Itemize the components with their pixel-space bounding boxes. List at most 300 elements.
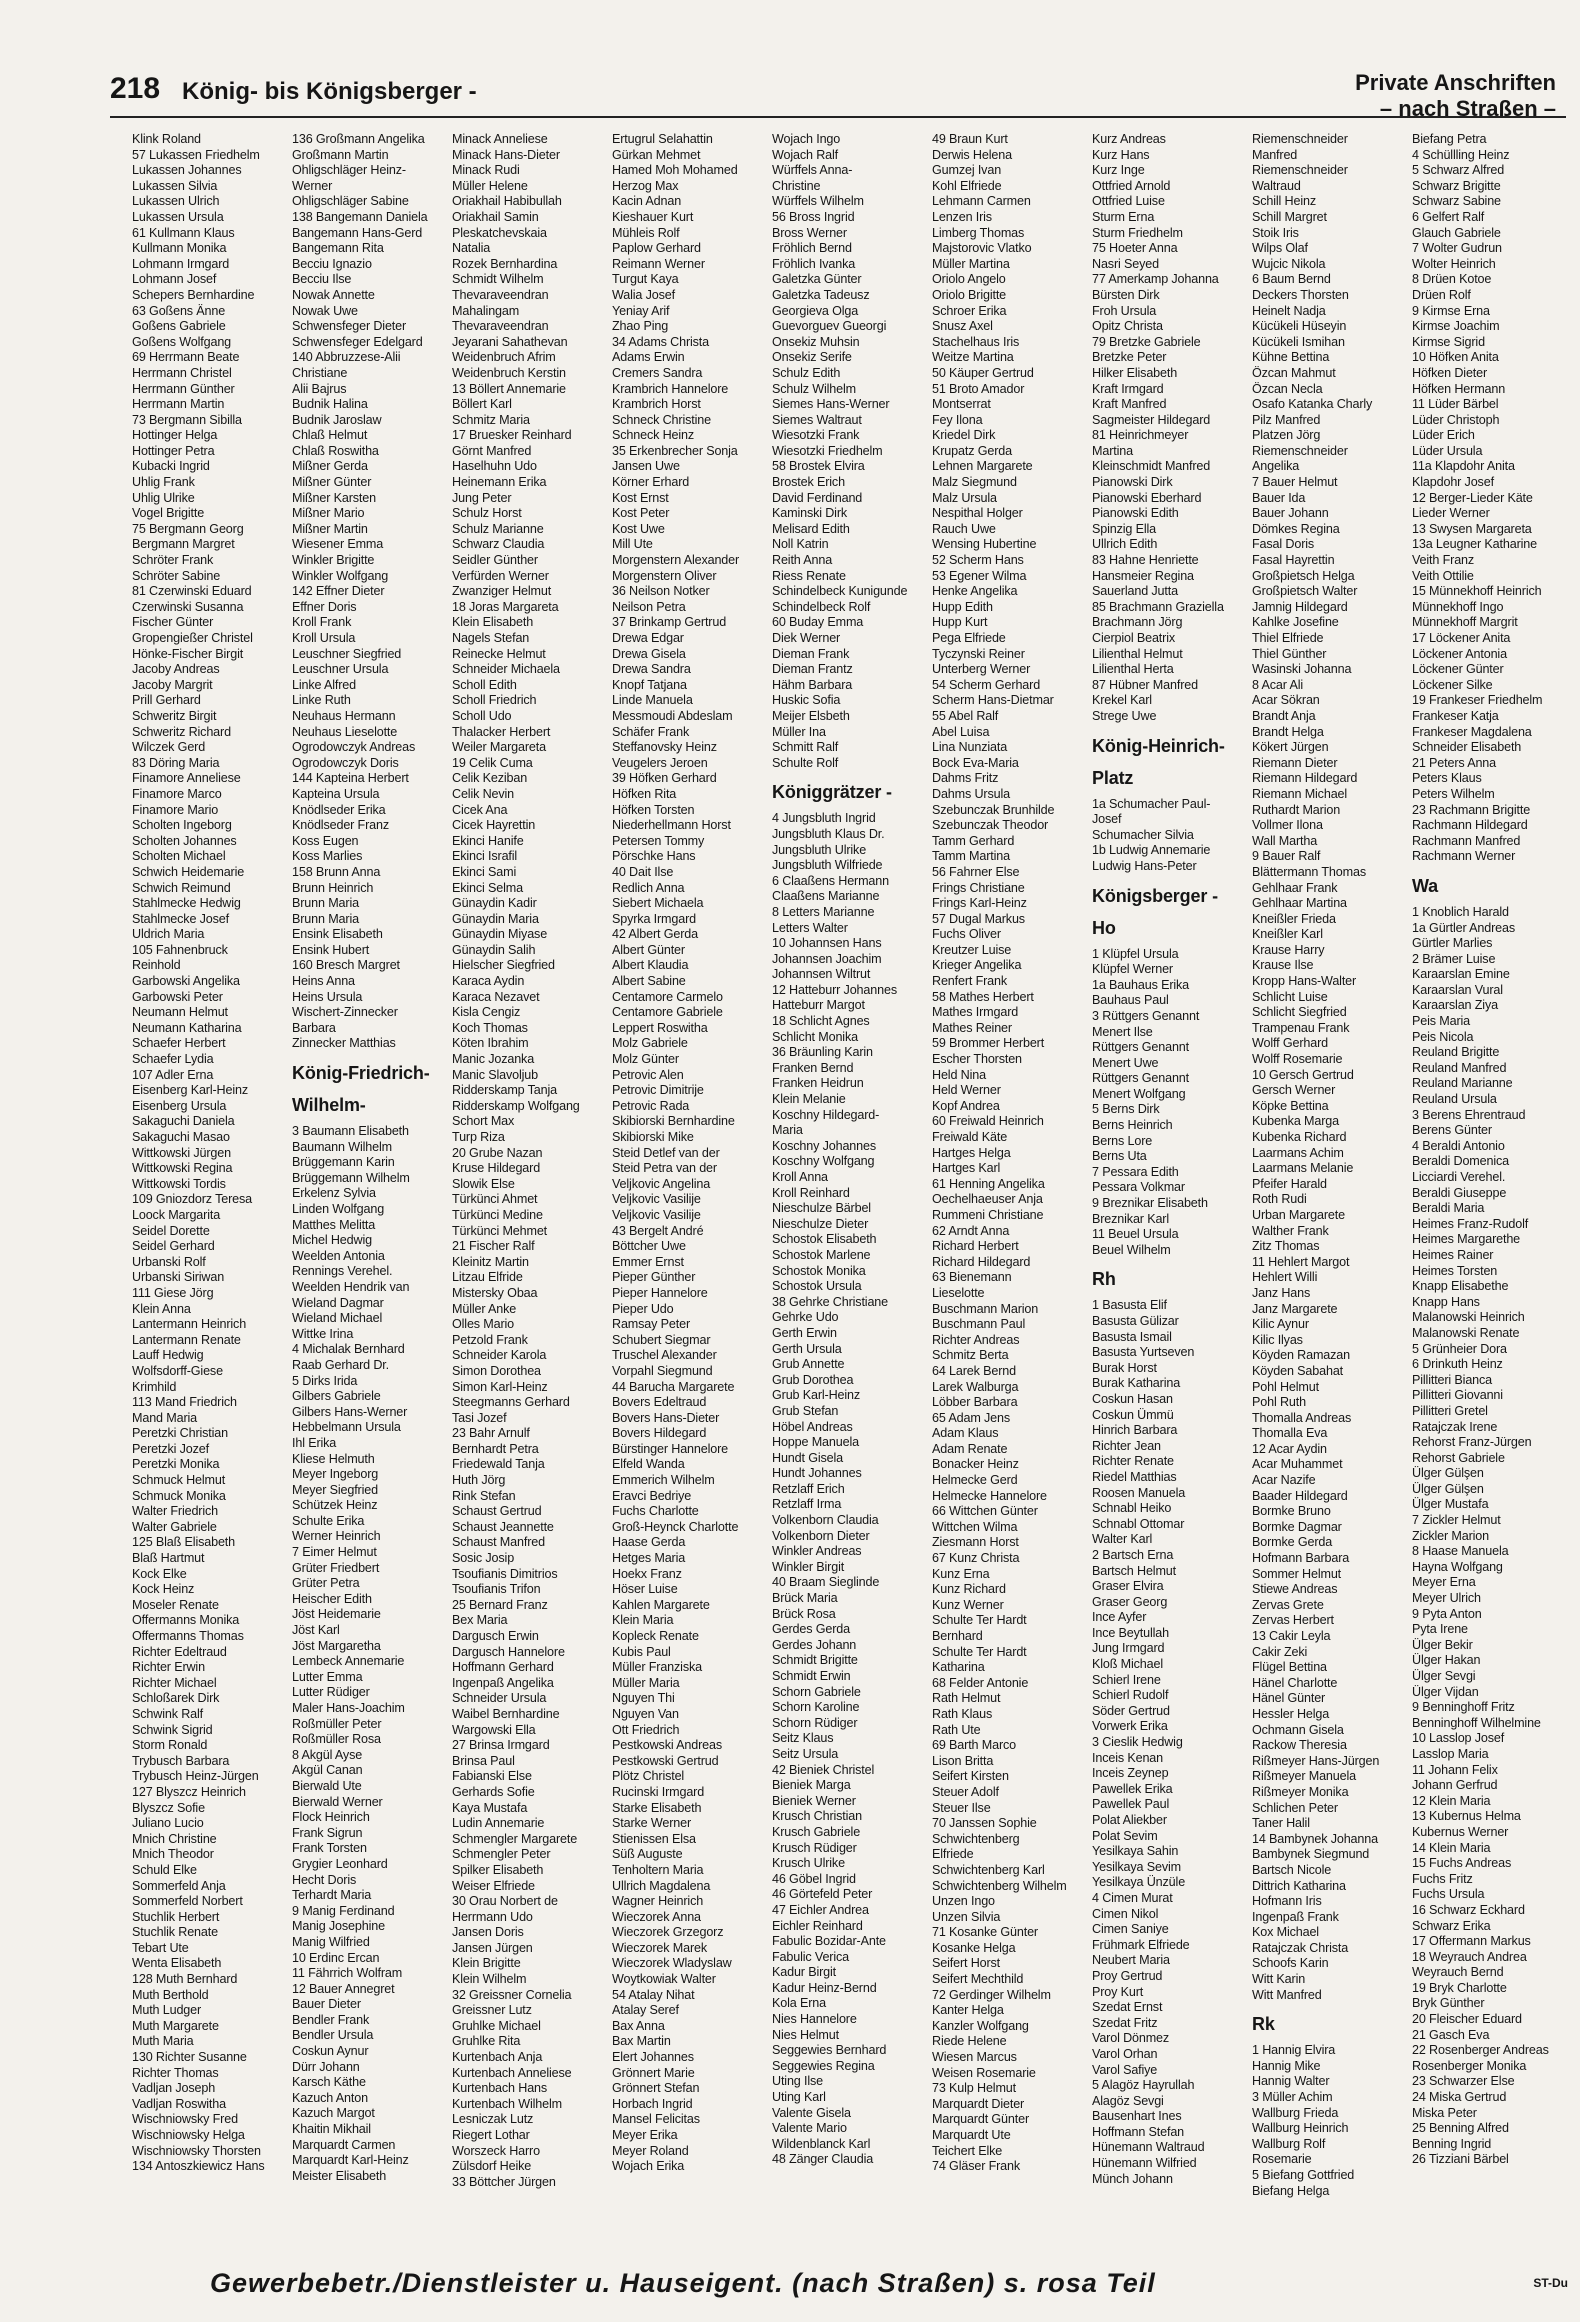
directory-entry: Klüpfel Werner <box>1092 962 1173 977</box>
directory-entry: Winkler Birgit <box>772 1559 845 1574</box>
directory-entry: 13 Swysen Margareta <box>1412 521 1532 536</box>
directory-entry: Schulte Erika <box>292 1513 365 1528</box>
street-heading: Rk <box>1252 2014 1275 2035</box>
directory-entry: Wolff Rosemarie <box>1252 1052 1343 1067</box>
directory-entry: Ekinci Sami <box>452 864 517 879</box>
directory-entry: Schlichen Peter <box>1252 1800 1338 1815</box>
directory-entry: Lutter Rüdiger <box>292 1685 370 1700</box>
directory-entry: Krusch Rüdiger <box>772 1840 857 1855</box>
directory-entry: Steuer Ilse <box>932 1800 991 1815</box>
directory-entry: 130 Richter Susanne <box>132 2050 247 2065</box>
directory-entry: Bovers Edeltraud <box>612 1395 707 1410</box>
directory-entry: Manfred <box>1252 147 1298 162</box>
directory-entry: Wujcic Nikola <box>1252 256 1326 271</box>
directory-entry: Wischniowsky Fred <box>132 2112 238 2127</box>
directory-entry: Waibel Bernhardine <box>452 1706 560 1721</box>
directory-entry: Krekel Karl <box>1092 693 1152 708</box>
directory-entry: Schaefer Herbert <box>132 1036 226 1051</box>
directory-entry: Schneck Christine <box>612 412 711 427</box>
directory-entry: Klein Brigitte <box>452 1956 521 1971</box>
directory-entry: Schneider Karola <box>452 1348 547 1363</box>
directory-entry: Walther Frank <box>1252 1223 1329 1238</box>
directory-entry: Ülger Hakan <box>1412 1653 1481 1668</box>
directory-entry: 63 Bienemann <box>932 1270 1012 1285</box>
directory-entry: Richard Hildegard <box>932 1254 1031 1269</box>
directory-entry: Haase Gerda <box>612 1535 686 1550</box>
directory-entry: Froh Ursula <box>1092 303 1157 318</box>
directory-entry: Mißner Karsten <box>292 490 376 505</box>
directory-entry: Mansel Felicitas <box>612 2112 700 2127</box>
directory-entry: Bierwald Ute <box>292 1778 362 1793</box>
directory-entry: Kost Peter <box>612 506 670 521</box>
directory-entry: Kurz Inge <box>1092 163 1145 178</box>
directory-entry: Stiewe Andreas <box>1252 1582 1338 1597</box>
street-heading: Königgrätzer - <box>772 782 892 803</box>
directory-entry: 107 Adler Erna <box>132 1067 214 1082</box>
directory-entry: Ratajczak Irene <box>1412 1419 1498 1434</box>
directory-entry: Fabianski Else <box>452 1769 532 1784</box>
directory-entry: Müller Martina <box>932 256 1010 271</box>
directory-entry: 18 Schlicht Agnes <box>772 1014 870 1029</box>
directory-entry: Uting Ilse <box>772 2074 823 2089</box>
directory-entry: 7 Bauer Helmut <box>1252 475 1338 490</box>
directory-entry: Schuld Elke <box>132 1862 197 1877</box>
directory-entry: Sturm Erna <box>1092 209 1155 224</box>
directory-entry: Messmoudi Abdeslam <box>612 708 733 723</box>
directory-entry: Höfken Hermann <box>1412 381 1506 396</box>
directory-column <box>1092 132 1252 2252</box>
directory-entry: Truschel Alexander <box>612 1348 717 1363</box>
directory-entry: Peters Klaus <box>1412 771 1482 786</box>
directory-entry: Uting Karl <box>772 2090 826 2105</box>
directory-entry: 4 Jungsbluth Ingrid <box>772 811 876 826</box>
directory-entry: 42 Albert Gerda <box>612 927 698 942</box>
directory-entry: Terhardt Maria <box>292 1888 372 1903</box>
directory-entry: Seidler Günther <box>452 553 538 568</box>
directory-entry: Gehlhaar Martina <box>1252 896 1347 911</box>
directory-entry: Horbach Ingrid <box>612 2096 693 2111</box>
directory-entry: Johannsen Joachim <box>772 951 882 966</box>
directory-entry: Lauff Hedwig <box>132 1348 204 1363</box>
directory-entry: 38 Gehrke Christiane <box>772 1294 889 1309</box>
directory-entry: Schroer Erika <box>932 303 1007 318</box>
directory-entry: Riess Renate <box>772 568 846 583</box>
directory-entry: Dieman Frantz <box>772 662 853 677</box>
directory-entry: 1b Ludwig Annemarie <box>1092 843 1211 858</box>
directory-entry: Bauer Ida <box>1252 490 1306 505</box>
directory-entry: Manig Wilfried <box>292 1934 370 1949</box>
directory-entry: Wiesener Emma <box>292 537 384 552</box>
directory-entry: Kurtenbach Wilhelm <box>452 2096 562 2111</box>
directory-entry: Unterberg Werner <box>932 662 1031 677</box>
directory-entry: Walter Friedrich <box>132 1504 219 1519</box>
directory-entry: Hamed Moh Mohamed <box>612 163 738 178</box>
directory-entry: 140 Abbruzzese-Alii <box>292 350 401 365</box>
directory-entry: Seifert Horst <box>932 1956 1001 1971</box>
directory-entry: 11 Fährrich Wolfram <box>292 1966 403 1981</box>
directory-entry: Pawellek Paul <box>1092 1797 1170 1812</box>
directory-entry: Berns Uta <box>1092 1149 1147 1164</box>
directory-entry: Ohligschläger Sabine <box>292 194 409 209</box>
directory-entry: Turgut Kaya <box>612 272 679 287</box>
directory-entry: Gropengießer Christel <box>132 631 253 645</box>
directory-entry: Seggewies Regina <box>772 2058 875 2073</box>
header-divider <box>110 116 1566 118</box>
directory-entry: Meister Elisabeth <box>292 2168 387 2183</box>
directory-entry: Pilz Manfred <box>1252 412 1321 427</box>
directory-entry: Sosic Josip <box>452 1551 515 1566</box>
directory-entry: Fuchs Ursula <box>1412 1887 1485 1902</box>
directory-entry: Glauch Gabriele <box>1412 225 1501 240</box>
directory-entry: 1a Bauhaus Erika <box>1092 977 1190 992</box>
directory-entry: Diek Werner <box>772 631 841 645</box>
directory-entry: Hofmann Iris <box>1252 1894 1322 1909</box>
directory-entry: 21 Fischer Ralf <box>452 1239 535 1254</box>
directory-entry: Majstorovic Vlatko <box>932 241 1032 256</box>
directory-entry: Böllert Karl <box>452 397 512 412</box>
directory-entry: Kaya Mustafa <box>452 1800 528 1815</box>
directory-entry: Slowik Else <box>452 1176 515 1191</box>
directory-entry: Berens Günter <box>1412 1123 1492 1138</box>
directory-entry: Pianowski Eberhard <box>1092 490 1202 505</box>
directory-entry: Gruhlke Michael <box>452 2018 541 2033</box>
directory-entry: Escher Thorsten <box>932 1052 1022 1067</box>
directory-entry: Koss Marlies <box>292 849 363 864</box>
directory-entry: 14 Klein Maria <box>1412 1840 1491 1855</box>
directory-entry: Hundt Gisela <box>772 1450 844 1465</box>
directory-entry: Herrmann Udo <box>452 1909 533 1924</box>
directory-entry: Tamm Gerhard <box>932 833 1015 848</box>
directory-entry: Siemes Hans-Werner <box>772 397 890 412</box>
directory-entry: Rackow Theresia <box>1252 1738 1347 1753</box>
directory-entry: Brostek Erich <box>772 475 845 490</box>
directory-entry: Offermanns Monika <box>132 1613 240 1628</box>
directory-entry: Jamnig Hildegard <box>1252 599 1348 614</box>
directory-entry: Proy Gertrud <box>1092 1968 1163 1983</box>
directory-entry: Körner Erhard <box>612 475 690 490</box>
directory-entry: Rauch Uwe <box>932 521 996 536</box>
directory-entry: 9 Breznikar Elisabeth <box>1092 1196 1208 1211</box>
directory-entry: Snusz Axel <box>932 319 993 334</box>
directory-entry: Zitz Thomas <box>1252 1239 1320 1254</box>
directory-entry: Krupatz Gerda <box>932 443 1012 458</box>
directory-entry: 44 Barucha Margarete <box>612 1379 735 1394</box>
directory-entry: Ochmann Gisela <box>1252 1722 1344 1737</box>
directory-entry: Nies Hannelore <box>772 2012 857 2027</box>
directory-entry: Schweritz Richard <box>132 724 231 739</box>
directory-entry: Kahlen Margarete <box>612 1597 710 1612</box>
directory-entry: Söder Gertrud <box>1092 1703 1170 1718</box>
directory-entry: Roosen Manuela <box>1092 1485 1186 1500</box>
directory-entry: Riemenschneider <box>1252 163 1348 178</box>
directory-entry: Wilczek Gerd <box>132 740 206 755</box>
directory-entry: 5 Alagöz Hayrullah <box>1092 2078 1195 2093</box>
directory-entry: Hoekx Franz <box>612 1566 682 1581</box>
directory-entry: 51 Broto Amador <box>932 381 1025 396</box>
directory-entry: Rath Ute <box>932 1722 981 1737</box>
directory-entry: 3 Cieslik Hedwig <box>1092 1735 1183 1750</box>
directory-entry: 1a Schumacher Paul- <box>1092 796 1211 811</box>
directory-entry: 49 Braun Kurt <box>932 132 1008 146</box>
directory-entry: Veljkovic Vasilije <box>612 1207 701 1222</box>
directory-entry: Kacin Adnan <box>612 194 682 209</box>
directory-entry: 8 Akgül Ayse <box>292 1747 363 1762</box>
directory-entry: Hannig Mike <box>1252 2058 1321 2073</box>
directory-entry: Höfken Dieter <box>1412 365 1488 380</box>
directory-entry: Kock Elke <box>132 1566 187 1581</box>
directory-entry: Linke Alfred <box>292 677 357 692</box>
directory-entry: 20 Fleischer Eduard <box>1412 2012 1522 2027</box>
directory-entry: Johannsen Wiltrut <box>772 967 871 982</box>
directory-entry: Dürr Johann <box>292 2059 360 2074</box>
directory-entry: Wittkowski Jürgen <box>132 1145 231 1160</box>
directory-entry: 58 Brostek Elvira <box>772 459 865 474</box>
directory-entry: Matthes Melitta <box>292 1217 376 1232</box>
directory-entry: Ruthardt Marion <box>1252 802 1341 817</box>
directory-entry: Laarmans Achim <box>1252 1145 1344 1160</box>
directory-entry: 10 Höfken Anita <box>1412 350 1499 365</box>
directory-entry: Großpietsch Helga <box>1252 568 1355 583</box>
directory-entry: Blyszcz Sofie <box>132 1800 205 1815</box>
directory-entry: Lüder Ursula <box>1412 443 1483 458</box>
directory-entry: Heins Ursula <box>292 989 363 1004</box>
directory-entry: Neubert Maria <box>1092 1953 1170 1968</box>
directory-entry: Molz Gabriele <box>612 1036 688 1051</box>
directory-entry: Coskun Ümmü <box>1092 1407 1174 1422</box>
directory-entry: Gehlhaar Frank <box>1252 880 1338 895</box>
directory-entry: Wallburg Frieda <box>1252 2105 1339 2120</box>
directory-entry: Alagöz Sevgi <box>1092 2093 1164 2108</box>
directory-entry: Heinelt Nadja <box>1252 303 1326 318</box>
directory-entry: Gersch Werner <box>1252 1083 1336 1098</box>
directory-entry: Gerhards Sofie <box>452 1784 535 1799</box>
directory-entry: 17 Löckener Anita <box>1412 631 1511 645</box>
directory-entry: Schindelbeck Rolf <box>772 599 871 614</box>
directory-entry: Wieland Dagmar <box>292 1295 384 1310</box>
directory-entry: Franken Heidrun <box>772 1076 864 1091</box>
directory-entry: Löckener Antonia <box>1412 646 1507 661</box>
directory-entry: Albert Klaudia <box>612 958 689 973</box>
directory-entry: Ludwig Hans-Peter <box>1092 858 1197 873</box>
directory-entry: Frankeser Katja <box>1412 708 1499 723</box>
directory-entry: Hundt Johannes <box>772 1466 862 1481</box>
directory-entry: Krusch Ulrike <box>772 1856 845 1871</box>
directory-entry: Vorpahl Siegmund <box>612 1363 713 1378</box>
directory-entry: 54 Atalay Nihat <box>612 1987 695 2002</box>
directory-entry: Kosanke Helga <box>932 1940 1016 1955</box>
directory-entry: Vorwerk Erika <box>1092 1719 1168 1734</box>
directory-entry: 138 Bangemann Daniela <box>292 209 428 224</box>
directory-entry: Lilienthal Helmut <box>1092 646 1183 661</box>
directory-entry: 2 Bartsch Erna <box>1092 1547 1174 1562</box>
directory-entry: Löckener Günter <box>1412 662 1504 677</box>
directory-entry: Lison Britta <box>932 1753 994 1768</box>
directory-entry: Herrmann Christel <box>132 365 232 380</box>
directory-entry: Krambrich Horst <box>612 397 701 412</box>
directory-entry: Hofmann Barbara <box>1252 1551 1350 1566</box>
directory-entry: Heimes Rainer <box>1412 1247 1494 1262</box>
directory-entry: 11 Beuel Ursula <box>1092 1227 1179 1242</box>
directory-entry: Elert Johannes <box>612 2050 694 2065</box>
directory-entry: Knopf Tatjana <box>612 677 687 692</box>
directory-entry: Sturm Friedhelm <box>1092 225 1183 240</box>
directory-entry: Günaydin Kadir <box>452 896 537 911</box>
directory-entry: Bürsten Dirk <box>1092 287 1160 302</box>
directory-entry: Mnich Christine <box>132 1831 217 1846</box>
directory-entry: 81 Czerwinski Eduard <box>132 584 252 599</box>
directory-column <box>292 132 452 2252</box>
directory-entry: 53 Egener Wilma <box>932 568 1027 583</box>
directory-entry: Türkünci Mehmet <box>452 1223 548 1238</box>
directory-entry: Freiwald Käte <box>932 1130 1008 1144</box>
directory-entry: Jacoby Andreas <box>132 662 220 677</box>
street-heading: Königsberger - <box>1092 885 1218 906</box>
directory-entry: Köten Ibrahim <box>452 1036 529 1051</box>
directory-entry: 15 Münnekhoff Heinrich <box>1412 584 1542 599</box>
directory-entry: Sommerfeld Norbert <box>132 1894 243 1909</box>
directory-entry: Lasslop Maria <box>1412 1746 1489 1761</box>
directory-entry: Neuhaus Hermann <box>292 708 396 723</box>
directory-entry: Wiesotzki Friedhelm <box>772 443 883 458</box>
directory-entry: Lohmann Irmgard <box>132 256 230 271</box>
directory-entry: Würffels Anna- <box>772 163 853 178</box>
directory-entry: Scholl Edith <box>452 677 517 692</box>
directory-entry: 21 Peters Anna <box>1412 755 1497 770</box>
directory-entry: Schmengler Peter <box>452 1847 551 1862</box>
directory-entry: Stuchlik Renate <box>132 1925 218 1940</box>
directory-entry: Acar Muhammet <box>1252 1457 1343 1472</box>
directory-entry: Gerth Erwin <box>772 1325 837 1340</box>
directory-entry: Jacoby Margrit <box>132 677 213 692</box>
directory-entry: Ullrich Magdalena <box>612 1878 711 1893</box>
directory-entry: 3 Müller Achim <box>1252 2090 1333 2105</box>
directory-entry: Richter Jean <box>1092 1438 1161 1453</box>
directory-entry: 9 Pyta Anton <box>1412 1606 1482 1621</box>
directory-entry: Rißmeyer Hans-Jürgen <box>1252 1753 1380 1768</box>
directory-entry: Schmengler Margarete <box>452 1831 578 1846</box>
directory-entry: Ülger Vijdan <box>1412 1684 1479 1699</box>
directory-entry: Bovers Hildegard <box>612 1426 707 1441</box>
directory-entry: Mißner Günter <box>292 475 372 490</box>
directory-entry: 7 Zickler Helmut <box>1412 1513 1501 1528</box>
directory-entry: 68 Felder Antonie <box>932 1675 1029 1690</box>
directory-entry: Schulte Ter Hardt <box>932 1644 1027 1659</box>
directory-entry: Großmann Martin <box>292 147 389 162</box>
directory-entry: Köyden Ramazan <box>1252 1348 1351 1363</box>
directory-entry: Biefang Helga <box>1252 2183 1330 2198</box>
directory-entry: Wallburg Rolf <box>1252 2136 1326 2151</box>
directory-entry: Hoppe Manuela <box>772 1435 859 1450</box>
directory-entry: Schmuck Monika <box>132 1488 226 1503</box>
directory-entry: Gerdes Johann <box>772 1637 857 1652</box>
directory-entry: Kock Heinz <box>132 1582 195 1597</box>
directory-entry: Celik Nevin <box>452 786 515 801</box>
directory-entry: Peis Nicola <box>1412 1029 1474 1044</box>
directory-entry: Müller Ina <box>772 724 826 739</box>
directory-entry: Verfürden Werner <box>452 568 549 583</box>
directory-entry: Dargusch Erwin <box>452 1629 539 1643</box>
directory-entry: Lehnen Margarete <box>932 459 1033 474</box>
directory-entry: Kücükeli Hüseyin <box>1252 319 1347 334</box>
directory-entry: Tebart Ute <box>132 1940 189 1955</box>
directory-entry: Pieper Hannelore <box>612 1285 708 1300</box>
directory-entry: Bendler Ursula <box>292 2028 374 2043</box>
directory-entry: Seitz Klaus <box>772 1731 834 1746</box>
directory-entry: Mand Maria <box>132 1410 197 1425</box>
directory-entry: Marquardt Ute <box>932 2128 1011 2142</box>
directory-entry: Riemenschneider <box>1252 132 1348 146</box>
directory-entry: Jansen Doris <box>452 1925 524 1940</box>
directory-entry: Pfeifer Harald <box>1252 1176 1327 1191</box>
directory-entry: Litzau Elfride <box>452 1270 523 1285</box>
directory-entry: Rosemarie <box>1252 2152 1312 2167</box>
directory-entry: Löbber Barbara <box>932 1395 1018 1410</box>
directory-entry: Gürtler Marlies <box>1412 936 1493 951</box>
directory-entry: Petzold Frank <box>452 1332 528 1347</box>
directory-entry: Morgenstern Alexander <box>612 553 740 568</box>
directory-entry: Kurtenbach Anneliese <box>452 2065 572 2080</box>
directory-entry: Graser Elvira <box>1092 1579 1164 1594</box>
directory-entry: Linden Wolfgang <box>292 1202 385 1216</box>
directory-entry: Kurtenbach Anja <box>452 2050 543 2065</box>
directory-entry: Bausenhart Ines <box>1092 2109 1182 2124</box>
directory-entry: Schwich Reimund <box>132 880 231 895</box>
directory-entry: Jung Peter <box>452 490 512 505</box>
directory-entry: Woytkowiak Walter <box>612 1972 716 1987</box>
directory-entry: Rath Helmut <box>932 1691 1001 1706</box>
directory-entry: Schmitt Ralf <box>772 740 839 755</box>
directory-entry: Nespithal Holger <box>932 506 1023 521</box>
directory-entry: Pohl Helmut <box>1252 1379 1319 1394</box>
directory-entry: Limberg Thomas <box>932 225 1025 240</box>
directory-entry: Letters Walter <box>772 920 848 935</box>
directory-entry: Rachmann Werner <box>1412 849 1516 864</box>
directory-entry: Fröhlich Ivanka <box>772 256 856 271</box>
directory-entry: Held Werner <box>932 1083 1001 1098</box>
directory-entry: Pleskatchevskaia <box>452 225 547 240</box>
directory-entry: Stienissen Elsa <box>612 1831 696 1846</box>
directory-entry: Melisard Edith <box>772 521 850 536</box>
directory-entry: Schulz Marianne <box>452 521 544 536</box>
directory-entry: Schwarz Erika <box>1412 1918 1491 1933</box>
directory-entry: Ogrodowczyk Andreas <box>292 740 416 755</box>
directory-entry: Goßens Wolfgang <box>132 334 232 349</box>
directory-entry: Bauhaus Paul <box>1092 993 1169 1008</box>
directory-entry: Zhao Ping <box>612 319 669 334</box>
directory-entry: Teichert Elke <box>932 2143 1003 2158</box>
directory-entry: Moseler Renate <box>132 1597 219 1612</box>
directory-entry: Dahms Fritz <box>932 771 999 786</box>
directory-entry: Friedewald Tanja <box>452 1457 545 1472</box>
directory-entry: Seitz Ursula <box>772 1746 839 1761</box>
directory-entry: 25 Benning Alfred <box>1412 2121 1509 2136</box>
directory-entry: Frank Torsten <box>292 1841 367 1856</box>
directory-entry: Cicek Hayrettin <box>452 818 536 833</box>
directory-entry: Krambrich Hannelore <box>612 381 729 396</box>
directory-entry: 37 Brinkamp Gertrud <box>612 615 727 630</box>
directory-entry: Kökert Jürgen <box>1252 740 1329 755</box>
directory-entry: Wall Martha <box>1252 833 1318 848</box>
directory-entry: Inceis Kenan <box>1092 1750 1164 1765</box>
directory-entry: Varol Dönmez <box>1092 2031 1170 2046</box>
directory-entry: 75 Hoeter Anna <box>1092 241 1178 256</box>
directory-entry: Adam Renate <box>932 1441 1008 1456</box>
directory-entry: 33 Böttcher Jürgen <box>452 2174 556 2189</box>
directory-entry: Karaca Nezavet <box>452 989 540 1004</box>
directory-entry: Süß Auguste <box>612 1847 683 1862</box>
directory-entry: Grönnert Stefan <box>612 2081 700 2096</box>
directory-entry: Jeyarani Sahathevan <box>452 334 568 349</box>
